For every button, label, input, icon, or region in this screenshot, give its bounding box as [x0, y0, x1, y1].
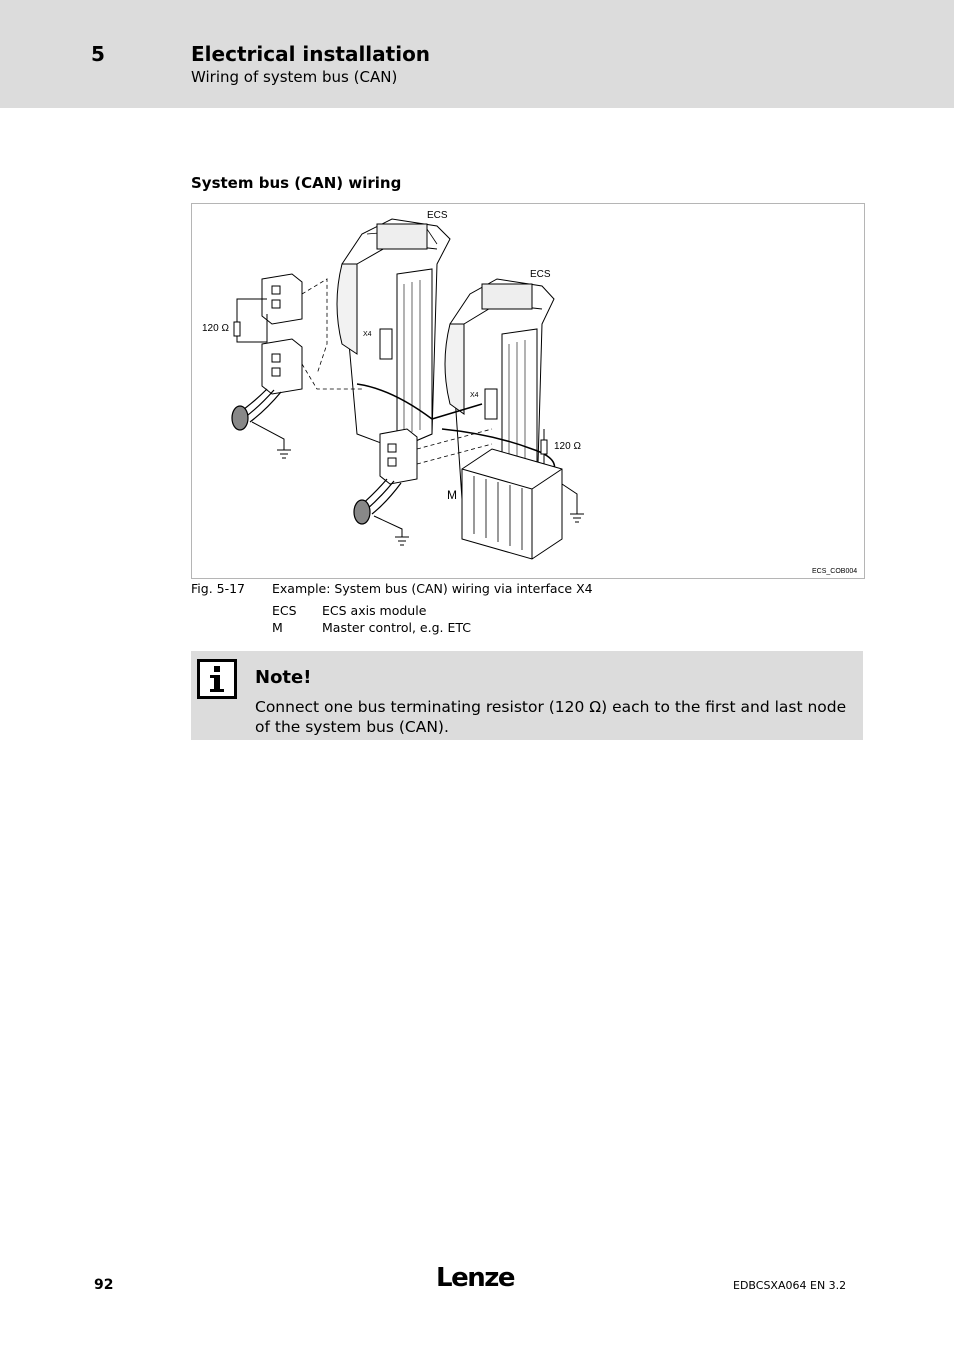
label-resistor-left: 120 Ω: [202, 323, 229, 334]
lenze-logo: Lenze: [436, 1263, 514, 1293]
document-code: EDBCSXA064 EN 3.2: [733, 1279, 847, 1292]
chapter-number: 5: [91, 42, 105, 66]
legend-desc-ecs: ECS axis module: [322, 603, 427, 618]
label-x4-top: X4: [363, 331, 372, 338]
can-plug-bottom: [380, 429, 417, 484]
chapter-subtitle: Wiring of system bus (CAN): [191, 68, 398, 86]
wiring-diagram-svg: [192, 204, 864, 578]
legend-desc-m: Master control, e.g. ETC: [322, 620, 472, 635]
note-title: Note!: [255, 667, 312, 688]
master-control-unit: [462, 449, 562, 559]
can-plug-middle: [262, 339, 302, 394]
label-ecs-middle: ECS: [530, 269, 551, 280]
legend-key-ecs: ECS: [272, 603, 297, 618]
wiring-figure: [191, 203, 865, 579]
label-x4-middle: X4: [470, 392, 479, 399]
label-ecs-top: ECS: [427, 210, 448, 221]
figure-code: ECS_COB004: [812, 568, 858, 575]
page-number: 92: [94, 1277, 114, 1293]
label-master: M: [447, 488, 457, 502]
header-band: [0, 0, 954, 108]
ecs-module-top: [337, 219, 450, 449]
figure-caption-text: Example: System bus (CAN) wiring via interface X4: [272, 581, 593, 596]
can-plug-top: [262, 274, 302, 324]
chapter-title: Electrical installation: [191, 42, 431, 66]
section-title: System bus (CAN) wiring: [191, 174, 402, 192]
note-text: Connect one bus terminating resistor (120 Ω) each to the first and last node of the system bus (CAN).: [255, 698, 847, 736]
label-resistor-right: 120 Ω: [554, 441, 581, 452]
legend-key-m: M: [272, 620, 283, 635]
figure-caption-number: Fig. 5-17: [191, 581, 246, 596]
info-icon: [197, 659, 237, 699]
resistor-right: [541, 429, 547, 466]
note-box: [191, 651, 863, 740]
